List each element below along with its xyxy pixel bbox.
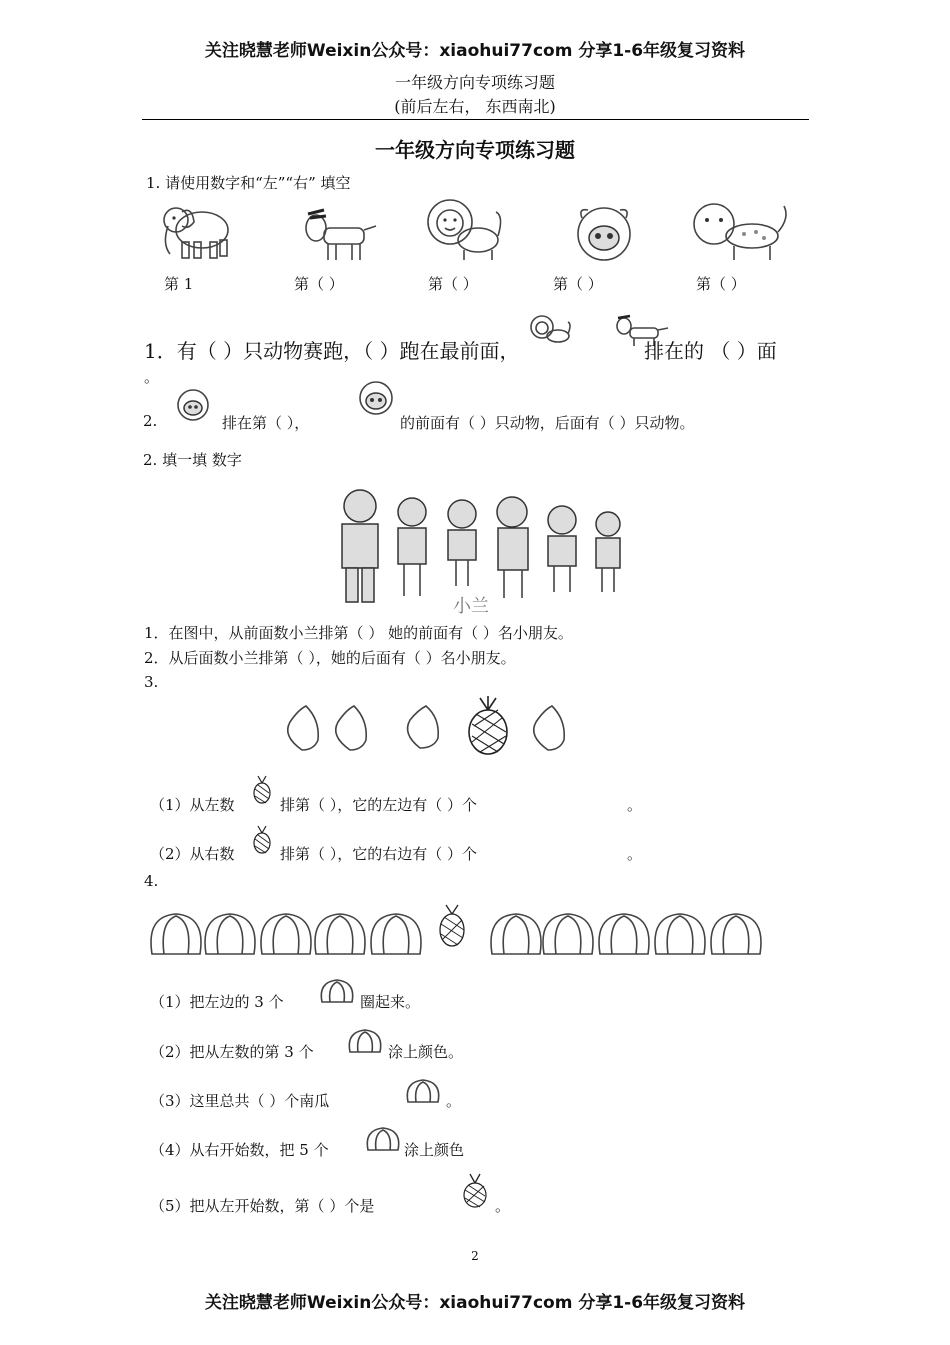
peach-pineapple-picture	[280, 696, 620, 758]
q4-part3-start: （3）这里总共（ ）个南瓜	[150, 1092, 330, 1110]
pumpkin-icon	[404, 1076, 442, 1106]
question-1-2-middle: 排在第（ ），	[222, 414, 310, 432]
section-2-heading: 2. 填一填 数字	[143, 451, 242, 469]
question-1-1-start: 1．有（ ）只动物赛跑，（ ）跑在最前面，	[144, 339, 520, 363]
pumpkin	[371, 914, 421, 954]
lion-picture	[426, 196, 506, 264]
q4-part5-start: （5）把从左开始数，第（ ）个是	[150, 1197, 375, 1215]
q3-part1-start: （1）从左数	[150, 796, 235, 814]
question-1-1-end: 排在的 （ ）面	[644, 339, 777, 363]
sheep-icon	[358, 380, 394, 416]
top-banner: 关注晓慧老师Weixin公众号：xiaohui77com 分享1-6年级复习资料	[204, 41, 746, 61]
pineapple-icon	[252, 824, 272, 854]
pumpkin	[205, 914, 255, 954]
question-1-2-number: 2.	[143, 412, 158, 430]
animal-label-1: 第 1	[164, 275, 194, 293]
header-title: 一年级方向专项练习题	[394, 73, 555, 92]
pumpkin	[543, 914, 593, 954]
pineapple-icon	[462, 1172, 488, 1208]
q4-part4-start: （4）从右开始数，把 5 个	[150, 1141, 329, 1159]
pineapple-icon	[252, 774, 272, 804]
pineapple	[440, 905, 464, 946]
zebra-picture	[302, 206, 378, 264]
header-rule	[142, 119, 809, 120]
pumpkin-icon	[318, 976, 356, 1006]
q4-part5-end: 。	[495, 1197, 511, 1215]
q3-part2-start: （2）从右数	[150, 845, 235, 863]
pumpkin	[315, 914, 365, 954]
animal-label-3: 第（ ）	[428, 275, 478, 293]
animal-label-2: 第（ ）	[294, 275, 344, 293]
pumpkin	[151, 914, 201, 954]
page-title: 一年级方向专项练习题	[375, 138, 575, 162]
pumpkin-pineapple-row	[148, 904, 776, 960]
sheep-picture	[574, 204, 636, 264]
question-2-1: 1．在图中，从前面数小兰排第（ ） 她的前面有（ ）名小朋友。	[144, 624, 573, 642]
q3-part2-middle: 排第（ ），它的右边有（ ）个	[280, 845, 478, 863]
section-1-heading: 1. 请使用数字和“左”“右” 填空	[146, 174, 351, 192]
pumpkin	[655, 914, 705, 954]
q4-part1-start: （1）把左边的 3 个	[150, 993, 284, 1011]
question-1-1-period: 。	[144, 368, 160, 386]
question-1-2-end: 的前面有（ ）只动物，后面有（ ）只动物。	[400, 414, 695, 432]
pumpkin	[711, 914, 761, 954]
question-2-2: 2．从后面数小兰排第（ ），她的后面有（ ）名小朋友。	[144, 649, 516, 667]
q4-part2-end: 涂上颜色。	[388, 1043, 464, 1061]
pumpkin	[261, 914, 311, 954]
header-subtitle: (前后左右， 东西南北)	[394, 97, 556, 116]
q3-part2-end: 。	[627, 845, 643, 863]
elephant-picture	[158, 198, 234, 264]
page-number: 2	[471, 1249, 479, 1263]
xiaolan-label: 小兰	[453, 596, 489, 617]
pumpkin-icon	[346, 1026, 384, 1056]
pumpkin	[491, 914, 541, 954]
animal-label-5: 第（ ）	[696, 275, 746, 293]
question-3-number: 3.	[144, 673, 159, 691]
q4-part1-end: 圈起来。	[360, 993, 421, 1011]
bottom-banner: 关注晓慧老师Weixin公众号：xiaohui77com 分享1-6年级复习资料	[204, 1293, 746, 1313]
q3-part1-middle: 排第（ ），它的左边有（ ）个	[280, 796, 478, 814]
q4-part3-end: 。	[446, 1092, 462, 1110]
sheep-icon	[176, 388, 210, 422]
leopard-picture	[690, 198, 806, 264]
q4-part2-start: （2）把从左数的第 3 个	[150, 1043, 314, 1061]
q4-part4-end: 涂上颜色	[404, 1141, 465, 1159]
pumpkin	[599, 914, 649, 954]
animal-label-4: 第（ ）	[553, 275, 603, 293]
lion-icon	[530, 314, 572, 346]
question-4-number: 4.	[144, 872, 159, 890]
q3-part1-end: 。	[627, 796, 643, 814]
pumpkin-icon	[364, 1124, 402, 1154]
